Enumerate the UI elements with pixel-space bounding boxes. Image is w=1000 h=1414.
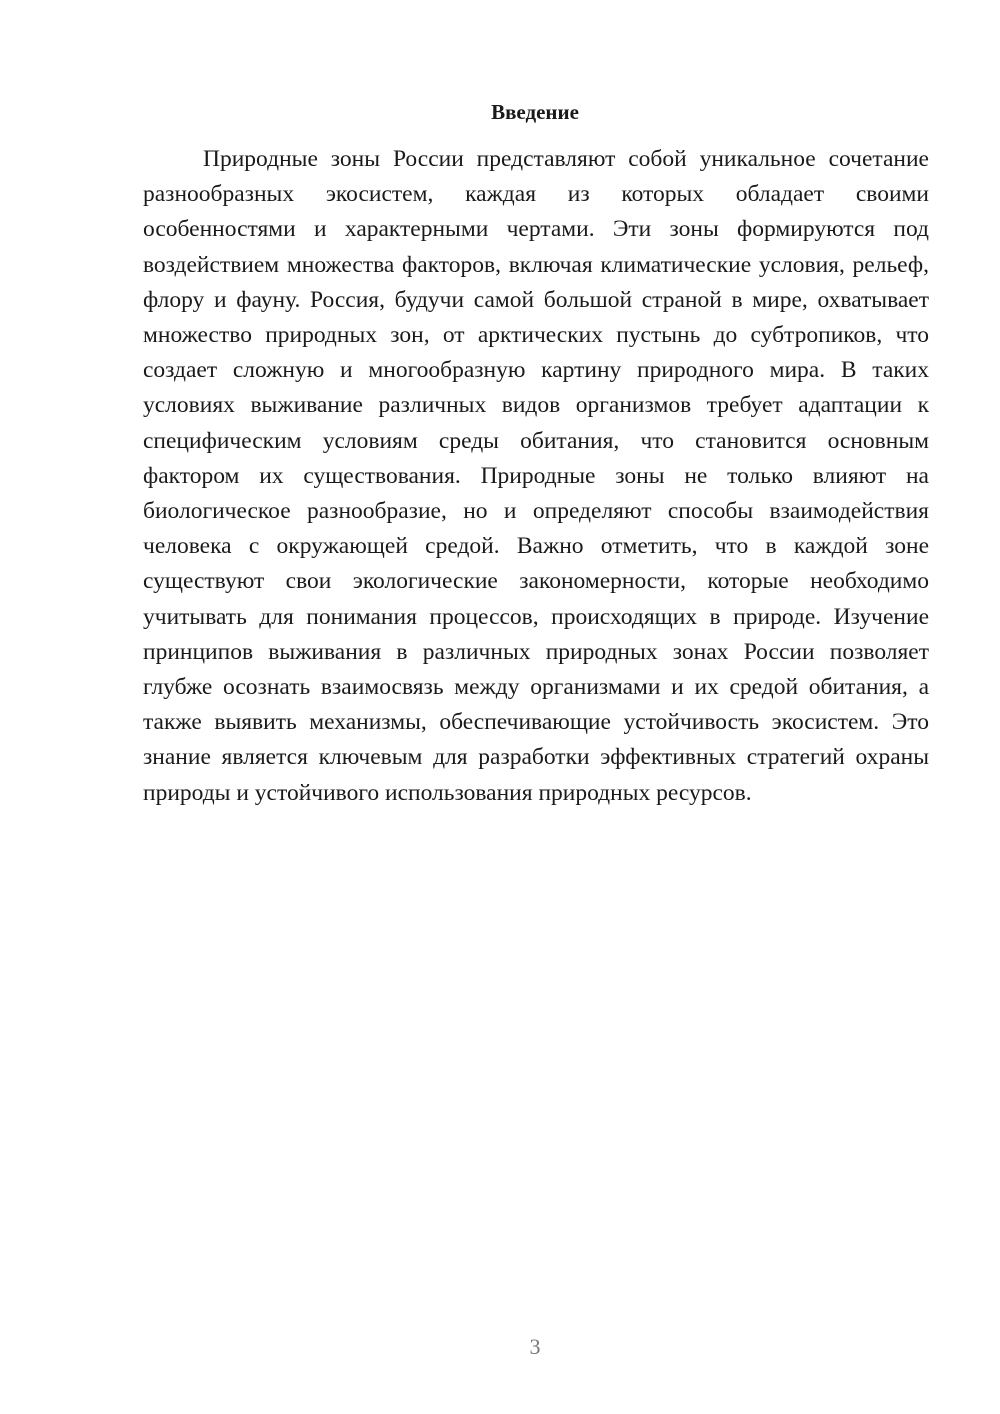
page-number: 3 <box>529 1334 541 1359</box>
section-heading: Введение <box>491 100 579 124</box>
body-paragraph: Природные зоны России представляют собой уникальное сочетание разнообразных экосистем, каждая из которых обладает своими особенностями и характерными чертами. Эти зоны формируются под воздействием множества факторов, включая климатические условия, рельеф, флору и фауну. Россия, будучи самой большой страной в мире, охватывает множество природных зон, от арктических пустынь до субтропиков, что создает сложную и многообразную картину природного мира. В таких условиях выживание различных видов организмов требует адаптации к специфическим условиям среды обитания, что становится основным фактором их существования. Природные зоны не только влияют на биологическое разнообразие, но и определяют способы взаимодействия человека с окружающей средой. Важно отметить, что в каждой зоне существуют свои экологические закономерности, которые необходимо учитывать для понимания процессов, происходящих в природе. Изучение принципов выживания в различных природных зонах России позволяет глубже осознать взаимосвязь между организмами и их средой обитания, а также выявить механизмы, обеспечивающие устойчивость экосистем. Это знание является ключевым для разработки эффективных стратегий охраны природы и устойчивого использования природных ресурсов. <box>143 146 929 806</box>
